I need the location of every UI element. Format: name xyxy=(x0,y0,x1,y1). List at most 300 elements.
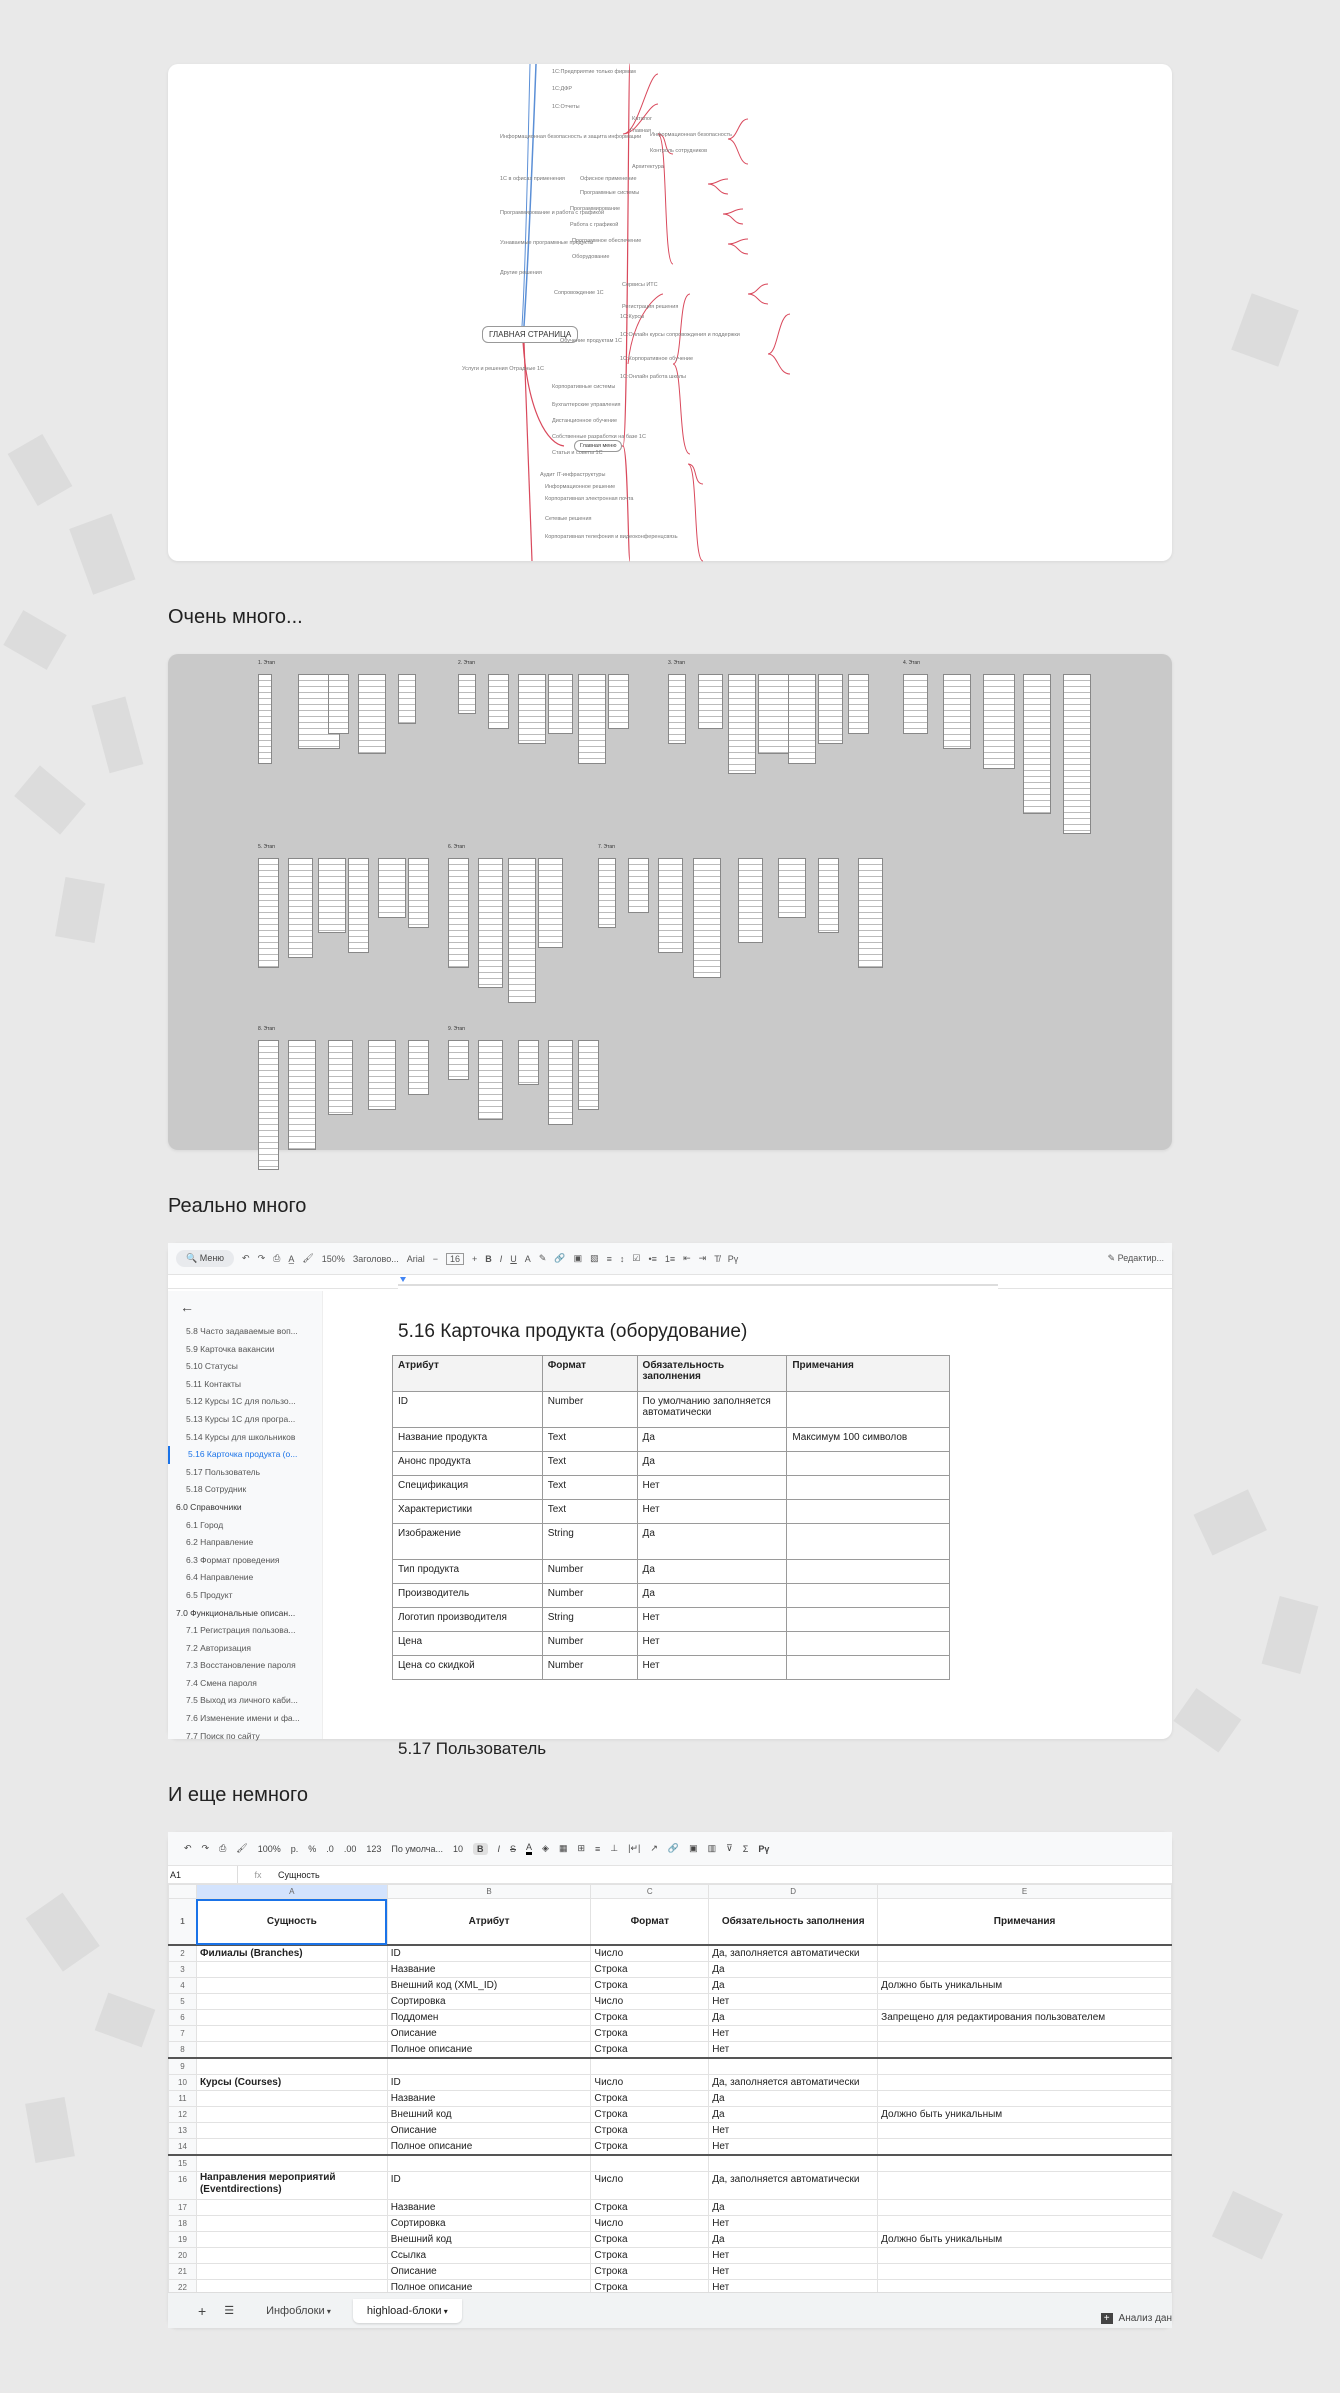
mindmap-card xyxy=(168,64,1172,561)
table-cell: Цена xyxy=(393,1632,543,1656)
row-number[interactable]: 18 xyxy=(169,2215,197,2231)
table-cell xyxy=(787,1560,950,1584)
grid-cell[interactable]: Название xyxy=(387,2090,591,2106)
grid-cell[interactable]: Да, заполняется автоматически xyxy=(709,2074,878,2090)
table-row xyxy=(169,2041,1172,2058)
row-number[interactable]: 19 xyxy=(169,2231,197,2247)
outline-item[interactable]: 6.3 Формат проведения xyxy=(186,1554,280,1565)
grid-cell[interactable]: Строка xyxy=(591,1977,709,1993)
grid-cell[interactable] xyxy=(196,1961,387,1977)
grid-cell[interactable]: Да xyxy=(709,2090,878,2106)
grid-cell[interactable] xyxy=(196,2263,387,2279)
grid-cell[interactable]: Нет xyxy=(709,2138,878,2155)
mindmap-menu-node: Главная меню xyxy=(574,440,622,452)
table-row xyxy=(393,1584,950,1608)
stage-title: 3. Этап xyxy=(668,660,685,666)
grid-cell[interactable] xyxy=(878,2058,1172,2075)
grid-cell[interactable]: Название xyxy=(387,2199,591,2215)
screen-thumbnail xyxy=(538,858,563,948)
grid-cell[interactable]: Число xyxy=(591,1945,709,1962)
table-cell: Логотип производителя xyxy=(393,1608,543,1632)
grid-cell[interactable]: ID xyxy=(387,1945,591,1962)
print-icon[interactable]: ⎙ xyxy=(273,1253,281,1263)
outline-item[interactable]: 7.6 Изменение имени и фа... xyxy=(186,1713,300,1724)
print-icon[interactable]: ⎙ xyxy=(219,1843,227,1853)
outline-item[interactable]: 7.2 Авторизация xyxy=(186,1642,252,1653)
paint-format-icon[interactable]: 🖌 xyxy=(302,1253,314,1263)
grid-cell[interactable]: Полное описание xyxy=(387,2138,591,2155)
outline-item[interactable]: 7.0 Функциональные описан... xyxy=(176,1607,296,1618)
screen-thumbnail xyxy=(508,858,536,1003)
outline-item[interactable]: 5.11 Контакты xyxy=(186,1378,241,1389)
grid-cell[interactable] xyxy=(196,2025,387,2041)
image-icon[interactable]: ▧ xyxy=(590,1253,599,1263)
grid-cell[interactable]: Число xyxy=(591,2074,709,2090)
grid-cell[interactable] xyxy=(709,2058,878,2075)
table-cell: Да xyxy=(637,1428,787,1452)
sheet-tab[interactable] xyxy=(252,2299,345,2323)
grid-cell[interactable] xyxy=(878,1961,1172,1977)
grid-cell[interactable]: Строка xyxy=(591,2025,709,2041)
grid-cell[interactable]: Число xyxy=(591,2215,709,2231)
screen-thumbnail xyxy=(458,674,476,714)
row-number[interactable]: 4 xyxy=(169,1977,197,1993)
grid-cell[interactable] xyxy=(878,2041,1172,2058)
zoom-select[interactable]: 100% xyxy=(257,1843,281,1854)
outline-item[interactable]: 5.13 Курсы 1С для програ... xyxy=(186,1413,296,1424)
outline-item[interactable]: 5.12 Курсы 1С для пользо... xyxy=(186,1396,296,1407)
grid-cell[interactable] xyxy=(196,2122,387,2138)
header-cell[interactable]: Сущность xyxy=(196,1899,387,1945)
column-header[interactable]: C xyxy=(591,1885,709,1899)
grid-cell[interactable]: ID xyxy=(387,2171,591,2199)
table-cell xyxy=(787,1632,950,1656)
table-row xyxy=(393,1524,950,1560)
grid-cell[interactable] xyxy=(196,1977,387,1993)
numbered-list-icon[interactable]: 1≡ xyxy=(664,1253,676,1264)
grid-cell[interactable] xyxy=(878,2074,1172,2090)
screen-thumbnail xyxy=(758,674,790,754)
explore-button[interactable] xyxy=(1101,2313,1172,2324)
outline-item[interactable]: 6.1 Город xyxy=(186,1519,224,1530)
strikethrough-icon[interactable]: S xyxy=(510,1843,517,1854)
outline-item[interactable]: 7.5 Выход из личного каби... xyxy=(186,1695,298,1706)
filter-icon[interactable]: ⊽ xyxy=(726,1843,733,1853)
docs-toolbar xyxy=(168,1243,1172,1275)
grid-cell[interactable]: Внешний код xyxy=(387,2106,591,2122)
explore-label: Анализ дан xyxy=(1118,2313,1172,2324)
screen-thumbnail xyxy=(738,858,763,943)
grid-cell[interactable]: Запрещено для редактирования пользователем xyxy=(878,2009,1172,2025)
screen-thumbnail xyxy=(368,1040,396,1110)
grid-cell[interactable] xyxy=(196,2041,387,2058)
table-row xyxy=(169,1961,1172,1977)
grid-cell[interactable] xyxy=(878,2138,1172,2155)
grid-cell[interactable] xyxy=(387,2155,591,2172)
grid-cell[interactable]: Внешний код xyxy=(387,2231,591,2247)
row-number[interactable]: 5 xyxy=(169,1993,197,2009)
table-row xyxy=(169,2074,1172,2090)
grid-cell[interactable]: Нет xyxy=(709,2247,878,2263)
outline-item[interactable]: 7.1 Регистрация пользова... xyxy=(186,1625,296,1636)
text-color-icon[interactable]: A xyxy=(524,1253,531,1264)
undo-icon[interactable]: ↶ xyxy=(242,1253,250,1263)
back-arrow-icon[interactable]: ← xyxy=(180,1299,194,1315)
grid-cell[interactable]: Число xyxy=(591,2171,709,2199)
header-cell[interactable]: Примечания xyxy=(878,1899,1172,1945)
sheets-window xyxy=(168,1832,1172,2328)
screen-thumbnail xyxy=(858,858,883,968)
screen-thumbnail xyxy=(698,674,723,729)
outline-item[interactable]: 5.14 Курсы для школьников xyxy=(186,1431,296,1442)
align-icon[interactable]: ≡ xyxy=(606,1253,612,1264)
outline-item[interactable]: 7.3 Восстановление пароля xyxy=(186,1660,296,1671)
table-cell: Number xyxy=(542,1392,637,1428)
mindmap-leaf: Офисное применение xyxy=(580,176,637,182)
row-number[interactable]: 21 xyxy=(169,2263,197,2279)
grid-cell[interactable]: Да, заполняется автоматически xyxy=(709,1945,878,1962)
grid-cell[interactable]: Да xyxy=(709,2231,878,2247)
screen-thumbnail xyxy=(788,674,816,764)
highlight-icon[interactable]: ✎ xyxy=(538,1253,547,1263)
grid-cell[interactable] xyxy=(878,2025,1172,2041)
grid-cell[interactable]: Ссылка xyxy=(387,2247,591,2263)
table-cell: Number xyxy=(542,1632,637,1656)
grid-cell[interactable]: Да xyxy=(709,2106,878,2122)
table-row xyxy=(393,1632,950,1656)
grid-cell[interactable] xyxy=(878,1993,1172,2009)
grid-cell[interactable]: Нет xyxy=(709,2122,878,2138)
text-wrap-icon[interactable]: |↵| xyxy=(628,1843,641,1853)
zoom-select[interactable]: 150% xyxy=(321,1253,345,1264)
header-cell[interactable]: Обязательность заполнения xyxy=(709,1899,878,1945)
text-color-icon[interactable]: A xyxy=(526,1842,532,1855)
header-cell[interactable]: Формат xyxy=(591,1899,709,1945)
row-number[interactable]: 10 xyxy=(169,2074,197,2090)
row-number[interactable]: 22 xyxy=(169,2279,197,2295)
style-select[interactable]: Заголово... xyxy=(352,1253,399,1264)
clear-format-icon[interactable]: T̸ xyxy=(714,1253,720,1264)
grid-cell[interactable]: Нет xyxy=(709,2025,878,2041)
screen-thumbnail xyxy=(288,858,313,958)
sheet-tab[interactable] xyxy=(353,2299,462,2323)
row-number[interactable]: 2 xyxy=(169,1945,197,1962)
column-header[interactable]: E xyxy=(878,1885,1172,1899)
bold-icon[interactable]: B xyxy=(485,1253,492,1264)
row-number[interactable]: 8 xyxy=(169,2041,197,2058)
redo-icon[interactable]: ↷ xyxy=(201,1843,210,1853)
table-cell: Number xyxy=(542,1584,637,1608)
table-row xyxy=(169,1993,1172,2009)
grid-cell[interactable]: Описание xyxy=(387,2122,591,2138)
comment-icon[interactable]: ▣ xyxy=(573,1253,583,1263)
all-sheets-icon[interactable]: ☰ xyxy=(224,2305,235,2317)
grid-cell[interactable]: Описание xyxy=(387,2025,591,2041)
comment-icon[interactable]: ▣ xyxy=(689,1843,698,1853)
heading-very-many: Очень много... xyxy=(168,606,303,628)
grid-cell[interactable]: Филиалы (Branches) xyxy=(196,1945,387,1962)
grid-cell[interactable]: Да xyxy=(709,2199,878,2215)
table-row xyxy=(169,2025,1172,2041)
percent-format-button[interactable]: % xyxy=(308,1843,317,1854)
row-number[interactable]: 6 xyxy=(169,2009,197,2025)
docs-menu-button[interactable]: 🔍 Меню xyxy=(176,1250,234,1267)
grid-cell[interactable] xyxy=(878,2199,1172,2215)
bullet-list-icon[interactable]: •≡ xyxy=(648,1253,657,1264)
grid-cell[interactable]: Строка xyxy=(591,2199,709,2215)
outline-item[interactable]: 5.16 Карточка продукта (о... xyxy=(168,1446,322,1464)
chevron-down-icon[interactable]: ▾ xyxy=(324,2306,331,2316)
row-number[interactable]: 13 xyxy=(169,2122,197,2138)
grid-cell[interactable] xyxy=(196,1993,387,2009)
grid-cell[interactable] xyxy=(196,2106,387,2122)
grid-cell[interactable]: Направления мероприятий (Eventdirections) xyxy=(196,2171,387,2199)
grid-cell[interactable] xyxy=(878,2122,1172,2138)
screen-thumbnail xyxy=(258,674,272,764)
row-number[interactable]: 20 xyxy=(169,2247,197,2263)
grid-cell[interactable] xyxy=(878,2215,1172,2231)
grid-cell[interactable]: Нет xyxy=(709,2215,878,2231)
mindmap-leaf: Корпоративная телефония и видеоконференцсвязь xyxy=(545,534,678,540)
grid-cell[interactable] xyxy=(196,2231,387,2247)
grid-cell[interactable] xyxy=(591,2058,709,2075)
grid-cell[interactable]: Строка xyxy=(591,2090,709,2106)
table-row xyxy=(169,2058,1172,2075)
grid-cell[interactable]: Строка xyxy=(591,2247,709,2263)
grid-cell[interactable]: Строка xyxy=(591,2106,709,2122)
checklist-icon[interactable]: ☑ xyxy=(632,1253,641,1263)
grid-cell[interactable]: Строка xyxy=(591,2231,709,2247)
grid-cell[interactable] xyxy=(196,2247,387,2263)
italic-icon[interactable]: I xyxy=(499,1253,503,1264)
mindmap-leaf: Регистрация решения xyxy=(622,304,679,310)
stage-title: 2. Этап xyxy=(458,660,475,666)
outline-item[interactable]: 5.8 Часто задаваемые воп... xyxy=(186,1326,298,1336)
link-icon[interactable]: 🔗 xyxy=(554,1253,566,1263)
grid-cell[interactable]: Полное описание xyxy=(387,2041,591,2058)
font-size-increase[interactable]: + xyxy=(472,1253,478,1264)
grid-cell[interactable]: Сортировка xyxy=(387,2215,591,2231)
row-number[interactable]: 9 xyxy=(169,2058,197,2075)
chevron-down-icon[interactable]: ▾ xyxy=(441,2306,448,2316)
indent-less-icon[interactable]: ⇤ xyxy=(683,1253,691,1263)
decrease-decimal-button[interactable]: .0 xyxy=(326,1843,334,1854)
row-number[interactable]: 16 xyxy=(169,2171,197,2199)
grid-cell[interactable]: Нет xyxy=(709,2041,878,2058)
screen-thumbnail xyxy=(258,1040,279,1170)
sum-icon[interactable]: Σ xyxy=(742,1843,749,1854)
spellcheck-icon[interactable]: A̲ xyxy=(288,1253,295,1264)
grid-cell[interactable] xyxy=(387,2058,591,2075)
formula-input[interactable]: Сущность xyxy=(278,1869,320,1880)
grid-cell[interactable] xyxy=(878,2171,1172,2199)
font-size-field[interactable]: 16 xyxy=(446,1253,464,1265)
outline-item[interactable]: 6.4 Направление xyxy=(186,1572,254,1583)
grid-cell[interactable]: Строка xyxy=(591,2279,709,2295)
screen-thumbnail xyxy=(518,674,546,744)
grid-cell[interactable]: Должно быть уникальным xyxy=(878,2231,1172,2247)
grid-cell[interactable] xyxy=(196,2009,387,2025)
screen-thumbnail xyxy=(778,858,806,918)
table-cell: Да xyxy=(637,1560,787,1584)
row-number[interactable]: 17 xyxy=(169,2199,197,2215)
row-number[interactable]: 15 xyxy=(169,2155,197,2172)
docs-window xyxy=(168,1243,1172,1758)
outline-item[interactable]: 5.10 Статусы xyxy=(186,1361,238,1372)
grid-cell[interactable] xyxy=(878,2155,1172,2172)
grid-cell[interactable]: Описание xyxy=(387,2263,591,2279)
italic-icon[interactable]: I xyxy=(497,1843,501,1854)
merge-cells-icon[interactable]: ⊞ xyxy=(577,1843,586,1853)
grid-cell[interactable]: Строка xyxy=(591,1961,709,1977)
grid-cell[interactable]: Строка xyxy=(591,2041,709,2058)
grid-cell[interactable] xyxy=(196,2138,387,2155)
font-size-select[interactable]: 10 xyxy=(452,1843,463,1854)
mindmap-leaf: Услуги и решения Отрадные 1С xyxy=(462,366,544,372)
grid-cell[interactable]: Строка xyxy=(591,2009,709,2025)
outline-item[interactable]: 6.5 Продукт xyxy=(186,1589,233,1600)
grid-cell[interactable]: Должно быть уникальным xyxy=(878,1977,1172,1993)
fill-color-icon[interactable]: ◈ xyxy=(542,1843,549,1853)
grid-cell[interactable] xyxy=(878,2263,1172,2279)
heading-a-bit-more: И еще немного xyxy=(168,1784,309,1806)
font-select[interactable]: По умолча... xyxy=(391,1843,443,1854)
grid-cell[interactable]: Строка xyxy=(591,2138,709,2155)
add-sheet-icon[interactable]: + xyxy=(198,2302,207,2319)
font-size-decrease[interactable]: − xyxy=(432,1253,438,1264)
grid-cell[interactable]: Нет xyxy=(709,2263,878,2279)
column-header[interactable]: A xyxy=(196,1885,387,1899)
screen-thumbnail xyxy=(608,674,629,729)
row-number[interactable]: 12 xyxy=(169,2106,197,2122)
screen-thumbnail xyxy=(658,858,683,953)
table-cell: Text xyxy=(542,1476,637,1500)
mindmap-leaf: Архитектура xyxy=(632,164,664,170)
outline-item[interactable]: 7.7 Поиск по сайту xyxy=(186,1730,260,1741)
grid-cell[interactable] xyxy=(196,2215,387,2231)
grid-cell[interactable] xyxy=(196,2058,387,2075)
screen-thumbnail xyxy=(348,858,369,953)
outline-item[interactable]: 6.0 Справочники xyxy=(176,1501,242,1512)
table-row xyxy=(169,2106,1172,2122)
mindmap-leaf: Сервисы ИТС xyxy=(622,282,658,288)
indent-more-icon[interactable]: ⇥ xyxy=(698,1253,707,1263)
header-cell[interactable]: Атрибут xyxy=(387,1899,591,1945)
paint-format-icon[interactable]: 🖌 xyxy=(236,1843,248,1853)
grid-cell[interactable] xyxy=(591,2155,709,2172)
screen-thumbnail xyxy=(358,674,386,754)
input-tools-icon[interactable]: Рү xyxy=(727,1253,739,1264)
outline-item[interactable]: 5.17 Пользователь xyxy=(186,1466,261,1477)
mindmap-leaf: Корпоративная электронная почта xyxy=(545,496,634,502)
grid-cell[interactable]: Внешний код (XML_ID) xyxy=(387,1977,591,1993)
grid-cell[interactable]: Да, заполняется автоматически xyxy=(709,2171,878,2199)
grid-cell[interactable]: Число xyxy=(591,1993,709,2009)
grid-cell[interactable]: Полное описание xyxy=(387,2279,591,2295)
grid-cell[interactable] xyxy=(878,2090,1172,2106)
undo-icon[interactable]: ↶ xyxy=(184,1843,192,1853)
grid-cell[interactable]: Курсы (Courses) xyxy=(196,2074,387,2090)
outline-item[interactable]: 5.9 Карточка вакансии xyxy=(186,1343,275,1354)
grid-cell[interactable]: Поддомен xyxy=(387,2009,591,2025)
grid-cell[interactable]: Нет xyxy=(709,2279,878,2295)
screen-thumbnail xyxy=(578,674,606,764)
grid-cell[interactable] xyxy=(196,2199,387,2215)
row-number[interactable]: 14 xyxy=(169,2138,197,2155)
screen-thumbnail xyxy=(478,1040,503,1120)
grid-cell[interactable]: Сортировка xyxy=(387,1993,591,2009)
row-number[interactable]: 11 xyxy=(169,2090,197,2106)
horizontal-align-icon[interactable]: ≡ xyxy=(595,1843,601,1854)
bold-icon[interactable]: B xyxy=(473,1843,488,1855)
outline-item[interactable]: 7.4 Смена пароля xyxy=(186,1677,257,1688)
screen-thumbnail xyxy=(1063,674,1091,834)
text-rotate-icon[interactable]: ↗ xyxy=(650,1843,658,1853)
grid-cell[interactable] xyxy=(878,2247,1172,2263)
sheet-tabs xyxy=(252,2299,462,2323)
currency-format-button[interactable]: р. xyxy=(290,1843,299,1854)
table-cell xyxy=(787,1392,950,1428)
row-number[interactable]: 3 xyxy=(169,1961,197,1977)
underline-icon[interactable]: U xyxy=(510,1253,517,1264)
mindmap-leaf: 1С:Корпоративное обучение xyxy=(620,356,694,362)
number-format-select[interactable]: 123 xyxy=(366,1843,382,1854)
table-cell: Да xyxy=(637,1452,787,1476)
screen-thumbnail xyxy=(328,1040,353,1115)
table-row xyxy=(169,1977,1172,1993)
grid-cell[interactable]: Да xyxy=(709,2009,878,2025)
screen-thumbnail xyxy=(448,858,469,968)
font-select[interactable]: Arial xyxy=(406,1253,425,1264)
cell-reference[interactable]: A1 xyxy=(168,1866,238,1883)
editing-mode-select[interactable]: ✎ Редактир... xyxy=(1107,1253,1164,1263)
line-spacing-icon[interactable]: ↕ xyxy=(619,1253,625,1264)
grid-cell[interactable]: ID xyxy=(387,2074,591,2090)
document-outline xyxy=(168,1291,323,1739)
increase-decimal-button[interactable]: .00 xyxy=(343,1843,357,1854)
table-cell: Цена со скидкой xyxy=(393,1656,543,1680)
grid-cell[interactable] xyxy=(709,2155,878,2172)
outline-item[interactable]: 5.18 Сотрудник xyxy=(186,1484,247,1495)
select-all-corner[interactable] xyxy=(169,1885,197,1899)
grid-cell[interactable]: Строка xyxy=(591,2122,709,2138)
column-header[interactable]: D xyxy=(709,1885,878,1899)
table-row xyxy=(169,2215,1172,2231)
table-cell xyxy=(787,1500,950,1524)
vertical-align-icon[interactable]: ⊥ xyxy=(610,1843,619,1853)
grid-cell[interactable] xyxy=(196,2155,387,2172)
column-header-row xyxy=(169,1885,1172,1899)
grid-cell[interactable]: Да xyxy=(709,1977,878,1993)
grid-cell[interactable] xyxy=(878,1945,1172,1962)
chart-icon[interactable]: ▥ xyxy=(707,1843,717,1853)
grid-cell[interactable] xyxy=(196,2090,387,2106)
row-number[interactable]: 7 xyxy=(169,2025,197,2041)
link-icon[interactable]: 🔗 xyxy=(667,1843,680,1853)
grid-cell[interactable]: Строка xyxy=(591,2263,709,2279)
table-row xyxy=(393,1608,950,1632)
redo-icon[interactable]: ↷ xyxy=(257,1253,266,1263)
grid-cell[interactable]: Должно быть уникальным xyxy=(878,2106,1172,2122)
input-tools-icon[interactable]: Рү xyxy=(758,1843,770,1854)
row-number[interactable]: 1 xyxy=(169,1899,197,1945)
borders-icon[interactable]: ▦ xyxy=(558,1843,568,1853)
column-header[interactable]: B xyxy=(387,1885,591,1899)
grid-cell[interactable]: Нет xyxy=(709,1993,878,2009)
grid-cell[interactable]: Да xyxy=(709,1961,878,1977)
outline-item[interactable]: 6.2 Направление xyxy=(186,1537,254,1548)
grid-cell[interactable]: Название xyxy=(387,1961,591,1977)
